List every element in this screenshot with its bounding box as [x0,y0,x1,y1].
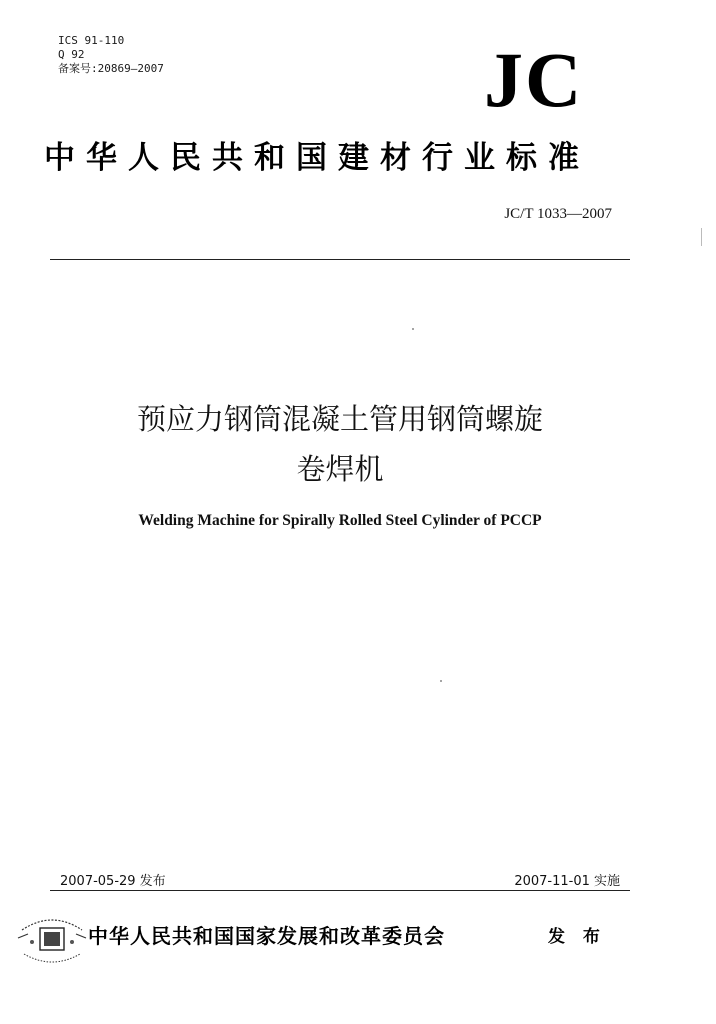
organization-title: 中华人民共和国建材行业标准 [44,140,590,176]
english-title: Welding Machine for Spirally Rolled Steel Cylinder of PCCP [138,512,542,529]
category-code: Q 92 [58,48,85,61]
top-divider [50,259,630,260]
publisher-seal-icon [14,908,90,968]
header-meta [58,34,164,76]
effective-date: 2007-11-01 实施 [514,874,620,889]
record-number: 备案号:20869—2007 [58,62,164,75]
ics-number: ICS 91-110 [58,34,125,47]
jc-logo: JC [484,36,584,123]
standard-code: JC/T 1033—2007 [504,206,612,222]
publish-label: 发 布 [548,927,606,947]
bottom-divider [50,890,630,891]
issue-date: 2007-05-29 发布 [60,874,166,889]
publisher-name: 中华人民共和国国家发展和改革委员会 [88,924,445,948]
document-title [60,394,620,494]
document-title-line2: 卷焊机 [296,452,384,486]
scan-speck [412,328,414,330]
scan-edge-mark [701,228,702,246]
scan-speck [440,680,442,682]
document-title-line1: 预应力钢筒混凝土管用钢筒螺旋 [136,402,543,436]
